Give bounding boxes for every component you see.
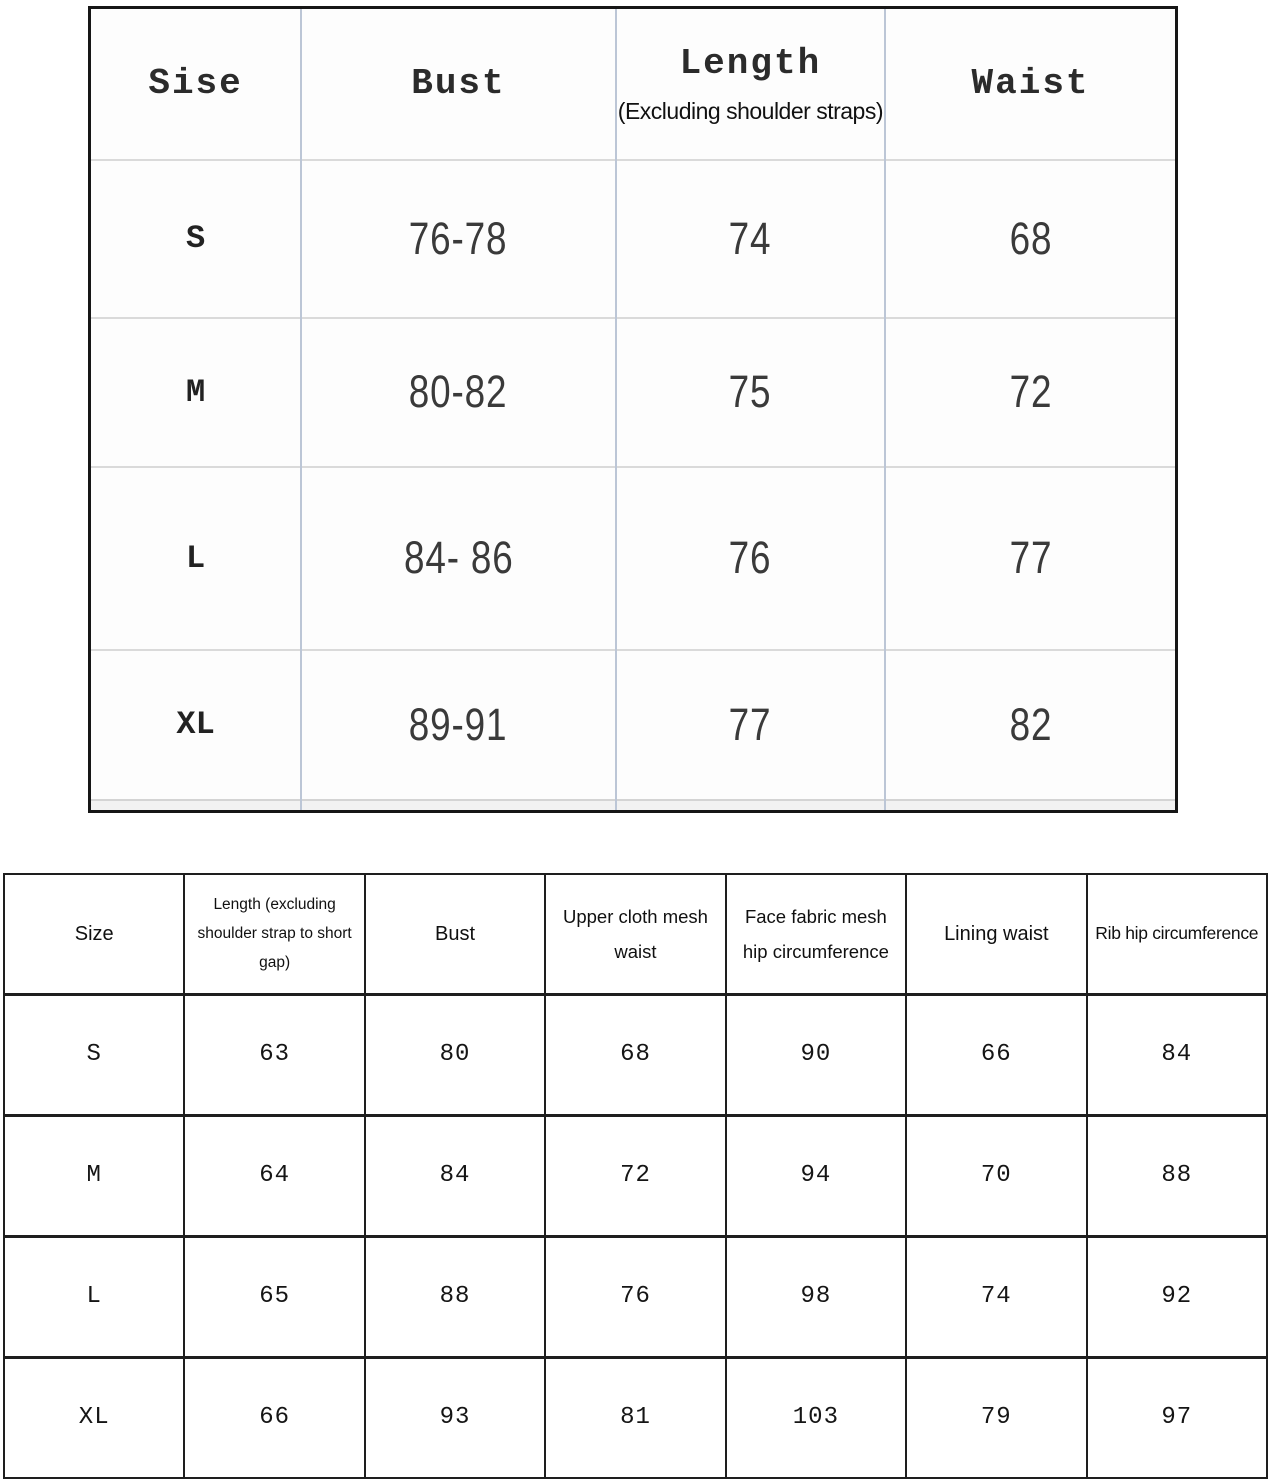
table-cell [726,1236,906,1357]
size-value: XL [176,706,215,743]
table-cell [885,650,1176,800]
table-cell [4,1236,184,1357]
table-cell [616,467,885,650]
table-cell [906,1236,1086,1357]
bottom-header-lining-waist [906,874,1086,994]
face-fabric-hip-value: 98 [800,1283,832,1310]
table-cell [885,160,1176,318]
bottom-size-table-grid [3,873,1268,1479]
table-cell [726,1357,906,1478]
top-header-length [616,8,885,160]
table-cell [365,1236,545,1357]
table-cell [4,1115,184,1236]
top-size-table [88,6,1178,812]
length-value: 64 [259,1162,291,1189]
rib-hip-value: 88 [1161,1162,1193,1189]
waist-value: 72 [1009,366,1052,417]
bottom-table-row-xl [4,1357,1267,1478]
table-cell [545,1236,725,1357]
table-cell [4,1357,184,1478]
table-cell [906,994,1086,1115]
table-cell [616,160,885,318]
table-cell [545,1115,725,1236]
column-header: Size [74,922,114,945]
length-value: 63 [259,1041,291,1068]
table-cell [184,1357,364,1478]
face-fabric-hip-value: 90 [800,1041,832,1068]
bust-value: 80 [439,1041,471,1068]
table-cell [90,318,302,467]
bust-value: 84 [439,1162,471,1189]
table-cell [301,467,616,650]
lining-waist-value: 66 [980,1041,1012,1068]
bottom-header-face-fabric-hip [726,874,906,994]
table-cell [545,994,725,1115]
stripe-cell [885,800,1176,812]
table-cell [301,318,616,467]
bottom-table-row-m [4,1115,1267,1236]
table-cell [1087,1357,1267,1478]
top-header-waist-label: Waist [971,63,1090,105]
top-header-waist [885,8,1176,160]
top-table-row-s [90,160,1177,318]
upper-mesh-waist-value: 72 [620,1162,651,1189]
top-header-bust-label: Bust [411,63,506,105]
rib-hip-value: 84 [1161,1041,1193,1068]
bust-value: 88 [439,1283,471,1310]
table-cell [1087,1115,1267,1236]
rib-hip-value: 97 [1161,1404,1193,1432]
table-cell [90,650,302,800]
table-cell [301,160,616,318]
size-value: L [185,539,206,577]
table-cell [184,994,364,1115]
column-header: Lining waist [944,922,1049,945]
length-value: 77 [729,698,772,750]
table-cell [906,1115,1086,1236]
column-header: Bust [435,922,476,945]
table-cell [616,650,885,800]
table-cell [365,994,545,1115]
upper-mesh-waist-value: 81 [620,1404,651,1432]
top-table-row-m [90,318,1177,467]
bust-value: 76-78 [409,212,508,264]
top-header-length-subnote: (Excluding shoulder straps) [617,97,883,124]
lining-waist-value: 74 [980,1283,1012,1310]
bust-value: 80-82 [409,366,508,417]
table-cell [365,1357,545,1478]
table-cell [4,994,184,1115]
top-header-bust [301,8,616,160]
size-value: M [185,373,206,411]
table-cell [1087,994,1267,1115]
length-value: 75 [729,366,772,417]
lining-waist-value: 70 [980,1162,1012,1189]
length-value: 76 [729,532,772,583]
bottom-header-rib-hip [1087,874,1267,994]
decorative-stripe-row [90,800,1177,812]
bust-value: 93 [439,1404,471,1432]
upper-mesh-waist-value: 76 [620,1283,651,1310]
size-value: M [86,1162,102,1189]
top-table-header-row [90,8,1177,160]
bottom-header-bust [365,874,545,994]
table-cell [184,1115,364,1236]
bottom-header-length [184,874,364,994]
stripe-cell [616,800,885,812]
top-table-row-l [90,467,1177,650]
table-cell [545,1357,725,1478]
stripe-cell [301,800,616,812]
upper-mesh-waist-value: 68 [620,1041,651,1068]
stripe-cell [90,800,302,812]
column-header: Length (excluding shoulder strap to short gap) [197,895,352,972]
waist-value: 82 [1009,698,1052,750]
bottom-header-upper-mesh-waist [545,874,725,994]
table-cell [726,994,906,1115]
table-cell [1087,1236,1267,1357]
table-cell [885,467,1176,650]
table-cell [906,1357,1086,1478]
bottom-table-header-row [4,874,1267,994]
bottom-table-row-s [4,994,1267,1115]
table-cell [90,467,302,650]
table-cell [885,318,1176,467]
bottom-table-row-l [4,1236,1267,1357]
table-cell [616,318,885,467]
size-value: L [86,1283,102,1310]
waist-value: 68 [1009,212,1052,264]
column-header: Rib hip circumference [1095,923,1259,944]
table-cell [301,650,616,800]
size-value: S [185,220,206,257]
lining-waist-value: 79 [980,1404,1012,1432]
column-header: Face fabric mesh hip circumference [742,905,889,962]
size-value: S [86,1041,102,1068]
size-value: XL [78,1404,110,1432]
length-value: 65 [259,1283,291,1310]
top-header-length-label: Length [679,42,822,84]
table-cell [90,160,302,318]
top-header-size [90,8,302,160]
table-cell [726,1115,906,1236]
top-header-size-label: Sise [148,63,243,105]
face-fabric-hip-value: 94 [800,1162,832,1189]
top-size-table-grid [88,6,1178,813]
length-value: 66 [259,1404,291,1432]
bust-value: 84- 86 [403,532,514,583]
column-header: Upper cloth mesh waist [562,905,708,962]
bottom-size-table [3,873,1268,1479]
rib-hip-value: 92 [1161,1283,1193,1310]
bottom-header-size [4,874,184,994]
bust-value: 89-91 [409,698,508,750]
waist-value: 77 [1009,532,1052,583]
face-fabric-hip-value: 103 [792,1404,839,1432]
table-cell [184,1236,364,1357]
top-table-row-xl [90,650,1177,800]
length-value: 74 [729,212,772,264]
table-cell [365,1115,545,1236]
